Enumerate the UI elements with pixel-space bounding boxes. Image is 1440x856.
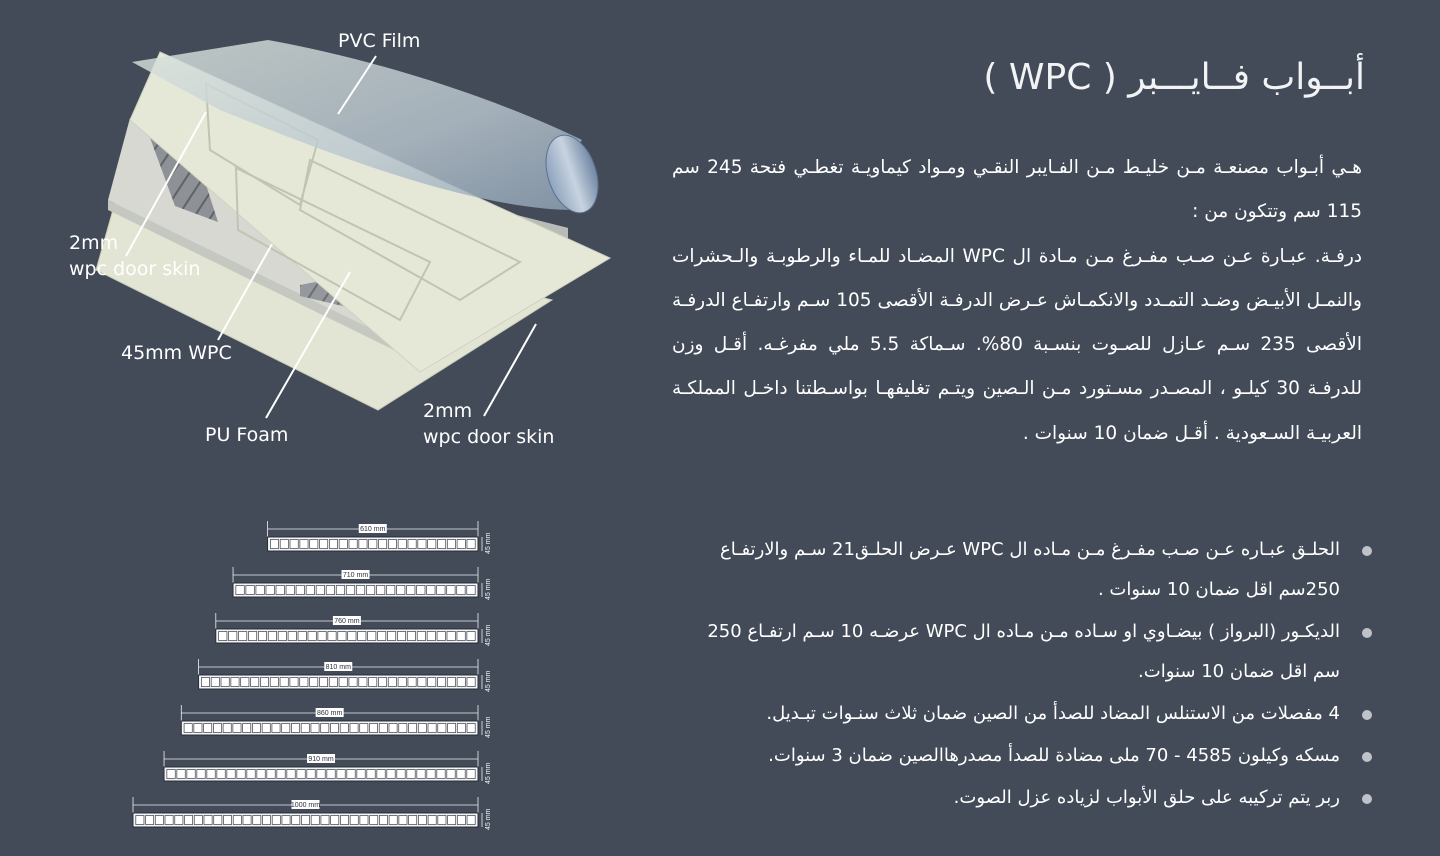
profile-cell bbox=[318, 632, 326, 641]
profile-cell bbox=[359, 678, 367, 687]
profile-cell bbox=[207, 770, 215, 779]
profile-cell bbox=[306, 586, 314, 595]
profile-cell bbox=[467, 770, 475, 779]
profile-cell bbox=[389, 724, 397, 733]
profile-cell bbox=[223, 816, 231, 825]
thickness-label: 45 mm bbox=[485, 532, 492, 554]
profile-cell bbox=[268, 632, 276, 641]
profile-cell bbox=[369, 540, 377, 549]
profile-cell bbox=[223, 724, 231, 733]
width-label: 810 mm bbox=[325, 664, 351, 671]
profile-cell bbox=[233, 816, 241, 825]
spec-list bbox=[702, 530, 1362, 820]
profile-cell bbox=[327, 770, 335, 779]
profile-cell bbox=[213, 724, 221, 733]
profile-cell bbox=[311, 724, 319, 733]
profile-cell bbox=[408, 540, 416, 549]
profile-cell bbox=[417, 632, 425, 641]
profile-cell bbox=[389, 816, 397, 825]
profile-cell bbox=[339, 678, 347, 687]
profile-cell bbox=[360, 816, 368, 825]
profile-cell bbox=[317, 770, 325, 779]
profile-cell bbox=[376, 586, 384, 595]
width-label: 760 mm bbox=[334, 618, 360, 625]
profile-cell bbox=[262, 816, 270, 825]
profile-cell bbox=[236, 586, 244, 595]
profile-cell bbox=[291, 724, 299, 733]
profile-cell bbox=[387, 632, 395, 641]
profile-cell bbox=[252, 724, 260, 733]
profile-cell bbox=[277, 770, 285, 779]
intro-line-1: هـي أبـواب مصنعـة مـن خليـط مـن الفـايبر النقـي ومـواد كيماويـة تغطـي فتحة 245 سم 115 سم وتتكون من : bbox=[672, 157, 1362, 223]
profile-cell bbox=[350, 816, 358, 825]
profile-cell bbox=[310, 678, 318, 687]
profile-cell bbox=[308, 632, 316, 641]
width-label: 910 mm bbox=[308, 756, 334, 763]
profile-cell bbox=[270, 678, 278, 687]
bullet-icon bbox=[1362, 628, 1372, 638]
profile-cell bbox=[257, 770, 265, 779]
profile-cell bbox=[437, 678, 445, 687]
profile-cell bbox=[298, 632, 306, 641]
profile-cell bbox=[187, 770, 195, 779]
profile-cell bbox=[251, 678, 259, 687]
intro-line-2: درفـة. عبـارة عـن صـب مفـرغ مـن مـادة ال WPC المضـاد للمـاء والرطوبـة والـحشرات والنمـل الأبيـض وضـد التمـدد والانكمـاش عـرض الدرفـة الأقصى 105 سـم وارتفـاع الدرفـة الأقصى 235 سـم عـازل للصـوت بنسـبة 80%. سـماكة 5.5 ملي مفرغـه. أقـل وزن للدرفـة 30 كيلـو ، المصـدر مسـتورد مـن الـصين ويتـم تغليفهـا بواسـطتنا داخـل المملكـة العربيـة السـعودية . أقـل ضمان 10 سنوات . bbox=[672, 245, 1362, 444]
profile-cell bbox=[428, 816, 436, 825]
profile-cell bbox=[296, 586, 304, 595]
profile-cell bbox=[397, 632, 405, 641]
thickness-label: 45 mm bbox=[485, 578, 492, 600]
thickness-label: 45 mm bbox=[485, 624, 492, 646]
profile-cell bbox=[399, 816, 407, 825]
profile-cell bbox=[398, 678, 406, 687]
profile-cell bbox=[217, 770, 225, 779]
list-item bbox=[702, 694, 1362, 734]
profile-cell bbox=[300, 540, 308, 549]
profile-cell bbox=[290, 678, 298, 687]
profile-cell bbox=[201, 678, 209, 687]
profile-cell bbox=[457, 540, 465, 549]
profile-cell bbox=[428, 678, 436, 687]
profile-cell bbox=[377, 770, 385, 779]
profile-cell bbox=[398, 540, 406, 549]
profile-cell bbox=[214, 816, 222, 825]
bullet-icon bbox=[1362, 752, 1372, 762]
label-top-skin-thickness: 2mm bbox=[69, 232, 119, 254]
profile-cell bbox=[221, 678, 229, 687]
profile-cell bbox=[288, 632, 296, 641]
profile-cell bbox=[247, 770, 255, 779]
profile-cell bbox=[339, 540, 347, 549]
profile-cell bbox=[267, 770, 275, 779]
profile-cell bbox=[197, 770, 205, 779]
label-wpc: 45mm WPC bbox=[121, 342, 232, 364]
profile-cell bbox=[258, 632, 266, 641]
profile-widths-drawing bbox=[120, 505, 520, 835]
profile-cell bbox=[457, 724, 465, 733]
profile-cell bbox=[418, 540, 426, 549]
profile-cell bbox=[379, 816, 387, 825]
profile-cell bbox=[437, 770, 445, 779]
profile-cell bbox=[437, 586, 445, 595]
profile-cell bbox=[272, 816, 280, 825]
bullet-icon bbox=[1362, 546, 1372, 556]
intro-paragraph bbox=[672, 146, 1362, 456]
profile-cell bbox=[378, 678, 386, 687]
profile-cell bbox=[262, 724, 270, 733]
profile-cell bbox=[457, 770, 465, 779]
profile-cell bbox=[457, 678, 465, 687]
profile-cell bbox=[417, 770, 425, 779]
profile-cell bbox=[467, 724, 475, 733]
profile-cell bbox=[280, 540, 288, 549]
profile-cell bbox=[330, 724, 338, 733]
label-pvc-film: PVC Film bbox=[338, 30, 421, 52]
profile-cell bbox=[457, 632, 465, 641]
profile-cell bbox=[409, 816, 417, 825]
profile-cell bbox=[248, 632, 256, 641]
profile-cell bbox=[349, 678, 357, 687]
profile-cell bbox=[396, 586, 404, 595]
profile-cell bbox=[329, 678, 337, 687]
profile-cell bbox=[379, 724, 387, 733]
profile-cell bbox=[407, 770, 415, 779]
list-item-text: 4 مفصلات من الاستنلس المضاد للصدأ من الصين ضمان ثلاث سنـوات تبـديل. bbox=[766, 703, 1340, 724]
bullet-icon bbox=[1362, 794, 1372, 804]
profile-cell bbox=[358, 632, 366, 641]
list-item-text: مسكه وكيلون 4585 - 70 ملى مضادة للصدأ مصدرهاالصين ضمان 3 سنوات. bbox=[768, 745, 1340, 766]
profile-cell bbox=[246, 586, 254, 595]
profile-cell bbox=[233, 724, 241, 733]
profile-cell bbox=[278, 632, 286, 641]
profile-cell bbox=[349, 540, 357, 549]
profile-cell bbox=[417, 586, 425, 595]
profile-cell bbox=[175, 816, 183, 825]
profile-cell bbox=[467, 540, 475, 549]
profile-cell bbox=[387, 770, 395, 779]
profile-cell bbox=[227, 770, 235, 779]
profile-cell bbox=[307, 770, 315, 779]
profile-cell bbox=[418, 816, 426, 825]
profile-cell bbox=[301, 816, 309, 825]
profile-cell bbox=[437, 632, 445, 641]
profile-cell bbox=[297, 770, 305, 779]
profile-cell bbox=[146, 816, 154, 825]
profile-cell bbox=[290, 540, 298, 549]
profile-cell bbox=[448, 724, 456, 733]
profile-cell bbox=[316, 586, 324, 595]
profile-cell bbox=[280, 678, 288, 687]
profile-cell bbox=[447, 632, 455, 641]
profile-cell bbox=[321, 816, 329, 825]
profile-cell bbox=[348, 632, 356, 641]
profile-cell bbox=[219, 632, 227, 641]
profile-cell bbox=[370, 816, 378, 825]
profile-cell bbox=[399, 724, 407, 733]
profile-cell bbox=[438, 816, 446, 825]
list-item bbox=[702, 778, 1362, 818]
profile-cell bbox=[340, 724, 348, 733]
profile-cell bbox=[136, 816, 144, 825]
profile-cell bbox=[331, 816, 339, 825]
profile-cell bbox=[287, 770, 295, 779]
profile-cell bbox=[300, 678, 308, 687]
profile-cell bbox=[184, 724, 192, 733]
profile-cell bbox=[276, 586, 284, 595]
profile-cell bbox=[467, 632, 475, 641]
profile-cell bbox=[366, 586, 374, 595]
thickness-label: 45 mm bbox=[485, 716, 492, 738]
profile-cell bbox=[337, 770, 345, 779]
profile-cell bbox=[185, 816, 193, 825]
profile-cell bbox=[428, 540, 436, 549]
profile-cell bbox=[427, 770, 435, 779]
profile-cell bbox=[243, 724, 251, 733]
profile-cell bbox=[204, 816, 212, 825]
profile-cell bbox=[368, 632, 376, 641]
width-label: 860 mm bbox=[317, 710, 343, 717]
profile-cell bbox=[367, 770, 375, 779]
profile-cell bbox=[326, 586, 334, 595]
profile-cell bbox=[447, 586, 455, 595]
profile-cell bbox=[301, 724, 309, 733]
profile-cell bbox=[467, 586, 475, 595]
profile-cell bbox=[270, 540, 278, 549]
list-item-text: ربر يتم تركيبه على حلق الأبواب لزياده عزل الصوت. bbox=[953, 787, 1340, 808]
profile-cell bbox=[357, 770, 365, 779]
profile-cell bbox=[467, 816, 475, 825]
profile-cell bbox=[229, 632, 237, 641]
page-title: أبــواب فــايـــبر ( WPC ) bbox=[983, 57, 1365, 98]
thickness-label: 45 mm bbox=[485, 808, 492, 830]
profile-cell bbox=[418, 678, 426, 687]
profile-cell bbox=[272, 724, 280, 733]
list-item bbox=[702, 530, 1362, 610]
profile-cell bbox=[310, 540, 318, 549]
profile-cell bbox=[292, 816, 300, 825]
profile-cell bbox=[356, 586, 364, 595]
profile-cell bbox=[447, 540, 455, 549]
profile-cell bbox=[457, 586, 465, 595]
profile-cell bbox=[231, 678, 239, 687]
profile-cell bbox=[428, 724, 436, 733]
profile-cell bbox=[282, 724, 290, 733]
profile-cell bbox=[253, 816, 261, 825]
profile-cell bbox=[311, 816, 319, 825]
profile-cell bbox=[237, 770, 245, 779]
label-bottom-skin: wpc door skin bbox=[423, 426, 555, 448]
bullet-icon bbox=[1362, 710, 1372, 720]
profile-cell bbox=[397, 770, 405, 779]
profile-cell bbox=[165, 816, 173, 825]
profile-cell bbox=[427, 632, 435, 641]
profile-cell bbox=[328, 632, 336, 641]
profile-cell bbox=[447, 770, 455, 779]
profile-cell bbox=[321, 724, 329, 733]
profile-cell bbox=[427, 586, 435, 595]
profile-cell bbox=[282, 816, 290, 825]
profile-cell bbox=[360, 724, 368, 733]
profile-cell bbox=[447, 678, 455, 687]
profile-cell bbox=[347, 770, 355, 779]
profile-cell bbox=[167, 770, 175, 779]
width-label: 710 mm bbox=[342, 572, 369, 579]
profile-cell bbox=[320, 540, 328, 549]
profile-cell bbox=[204, 724, 212, 733]
profile-cell bbox=[241, 678, 249, 687]
profile-cell bbox=[177, 770, 185, 779]
profile-cell bbox=[340, 816, 348, 825]
profile-cell bbox=[243, 816, 251, 825]
label-pu-foam: PU Foam bbox=[205, 424, 289, 446]
profile-cell bbox=[437, 540, 445, 549]
profile-cell bbox=[457, 816, 465, 825]
profile-cell bbox=[438, 724, 446, 733]
profile-cell bbox=[407, 632, 415, 641]
profile-cell bbox=[319, 678, 327, 687]
width-label: 610 mm bbox=[360, 526, 386, 533]
profile-cell bbox=[346, 586, 354, 595]
list-item bbox=[702, 612, 1362, 692]
profile-cell bbox=[467, 678, 475, 687]
profile-cell bbox=[211, 678, 219, 687]
profile-cell bbox=[338, 632, 346, 641]
list-item bbox=[702, 736, 1362, 776]
profile-cell bbox=[378, 540, 386, 549]
label-bottom-skin-thickness: 2mm bbox=[423, 400, 473, 422]
profile-cell bbox=[266, 586, 274, 595]
list-item-text: الديكـور (البرواز ) بيضـاوي او سـاده مـن مـاده ال WPC عرضـه 10 سـم ارتفـاع 250 سم اقل ضمان 10 سنوات. bbox=[707, 621, 1340, 682]
profile-cell bbox=[388, 540, 396, 549]
width-label: 1000 mm bbox=[290, 802, 321, 809]
profile-cell bbox=[359, 540, 367, 549]
profile-cell bbox=[369, 724, 377, 733]
profile-cell bbox=[260, 678, 268, 687]
profile-cell bbox=[155, 816, 163, 825]
profile-cell bbox=[409, 724, 417, 733]
thickness-label: 45 mm bbox=[485, 670, 492, 692]
profile-cell bbox=[377, 632, 385, 641]
profile-cell bbox=[407, 586, 415, 595]
profile-cell bbox=[388, 678, 396, 687]
thickness-label: 45 mm bbox=[485, 762, 492, 784]
profile-cell bbox=[194, 816, 202, 825]
label-top-skin: wpc door skin bbox=[69, 258, 201, 280]
profile-cell bbox=[238, 632, 246, 641]
profile-cell bbox=[329, 540, 337, 549]
profile-cell bbox=[336, 586, 344, 595]
profile-cell bbox=[418, 724, 426, 733]
profile-cell bbox=[369, 678, 377, 687]
profile-cell bbox=[286, 586, 294, 595]
profile-cell bbox=[448, 816, 456, 825]
list-item-text: الحلـق عبـاره عـن صـب مفـرغ مـن مـاده ال WPC عـرض الحلـق21 سـم والارتفـاع 250سم اقل ضمان 10 سنوات . bbox=[719, 539, 1340, 600]
profile-cell bbox=[386, 586, 394, 595]
profile-cell bbox=[408, 678, 416, 687]
profile-cell bbox=[256, 586, 264, 595]
profile-cell bbox=[194, 724, 202, 733]
profile-cell bbox=[350, 724, 358, 733]
